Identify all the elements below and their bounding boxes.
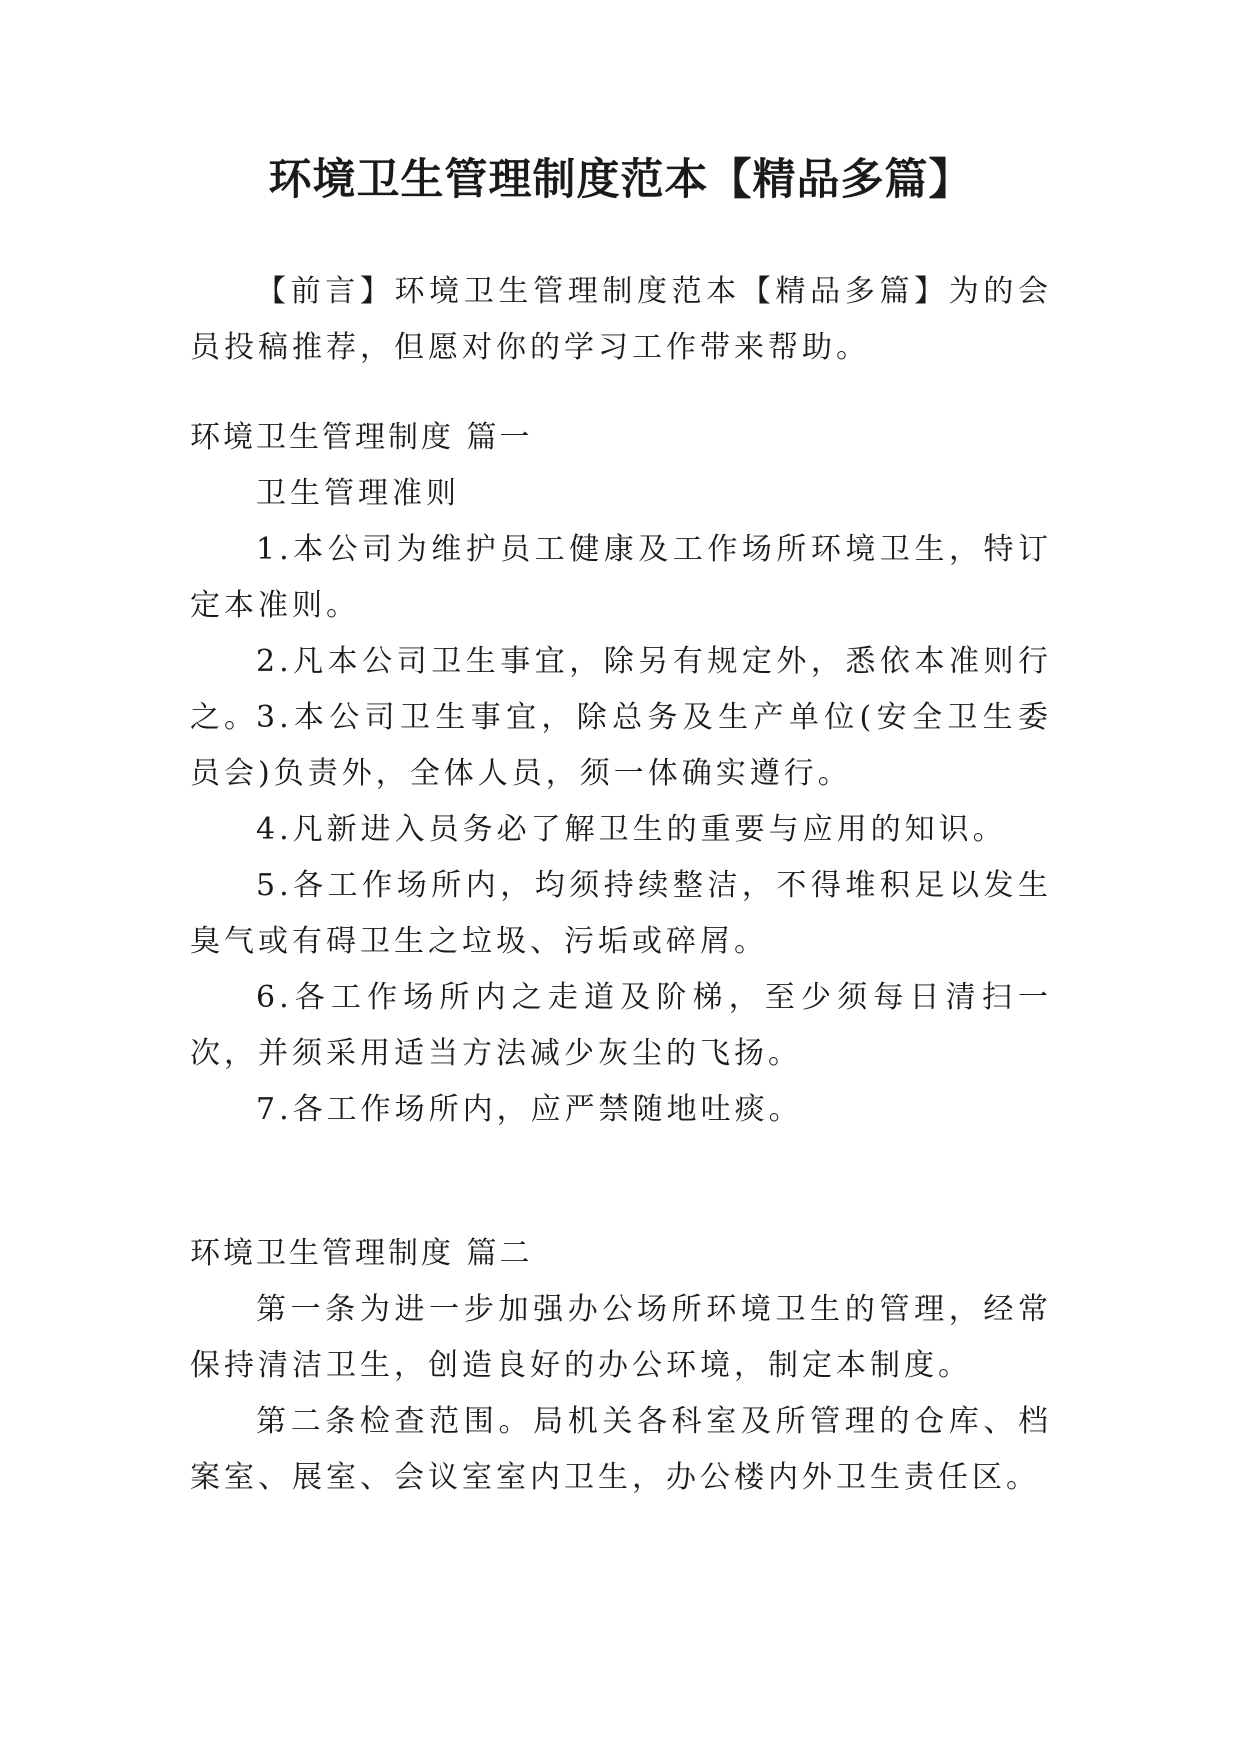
section-heading-1: 环境卫生管理制度 篇一: [190, 420, 533, 455]
section-1-paragraph-7: 7.各工作场所内，应严禁随地吐痰。: [256, 1092, 803, 1127]
section-1-paragraph-5: 5.各工作场所内，均须持续整洁，不得堆积足以发生臭气或有碍卫生之垃圾、污垢或碎屑。: [190, 868, 1052, 959]
section-1-paragraph-3: 3.本公司卫生事宜，除总务及生产单位(安全卫生委员会)负责外，全体人员，须一体确实遵行。: [190, 700, 1052, 791]
preface-paragraph: 【前言】环境卫生管理制度范本【精品多篇】为的会员投稿推荐，但愿对你的学习工作带来帮助。: [190, 274, 1052, 365]
section-2-paragraph-1: 第一条为进一步加强办公场所环境卫生的管理，经常保持清洁卫生，创造良好的办公环境，制定本制度。: [190, 1292, 1052, 1383]
section-1-paragraph-1: 1.本公司为维护员工健康及工作场所环境卫生，特订定本准则。: [190, 532, 1052, 623]
section-subheading-1: 卫生管理准则: [256, 476, 460, 511]
section-1-paragraph-4: 4.凡新进入员务必了解卫生的重要与应用的知识。: [256, 812, 1007, 847]
section-2-paragraph-2: 第二条检查范围。局机关各科室及所管理的仓库、档案室、展室、会议室室内卫生，办公楼内外卫生责任区。: [190, 1404, 1052, 1495]
section-1-paragraph-2: 2.凡本公司卫生事宜，除另有规定外，悉依本准则行之。: [190, 644, 1052, 735]
section-1-paragraph-6: 6.各工作场所内之走道及阶梯，至少须每日清扫一次，并须采用适当方法减少灰尘的飞扬。: [190, 980, 1052, 1071]
document-title: 环境卫生管理制度范本【精品多篇】: [268, 155, 973, 205]
section-heading-2: 环境卫生管理制度 篇二: [190, 1236, 533, 1271]
